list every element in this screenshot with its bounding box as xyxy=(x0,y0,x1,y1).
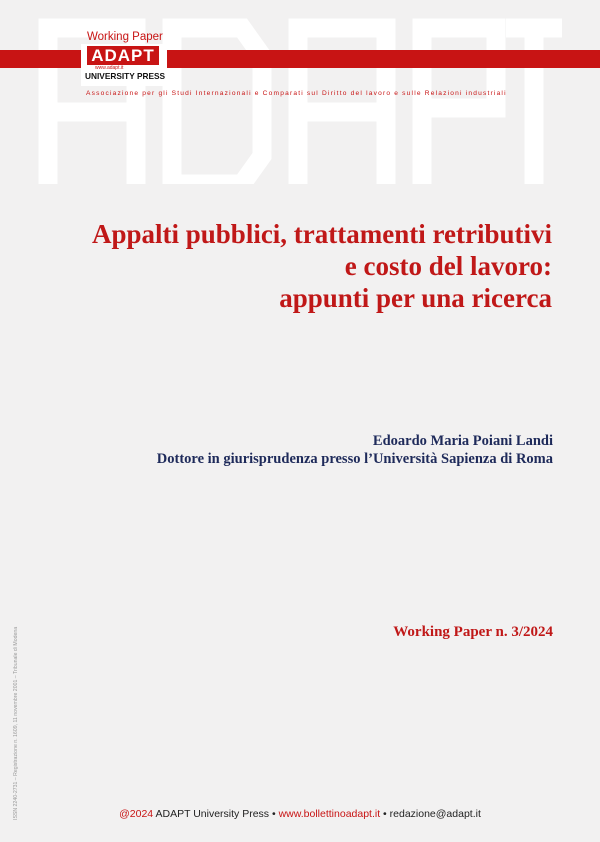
logo-url: www.adapt.it xyxy=(95,65,124,71)
title-line-1: Appalti pubblici, trattamenti retributivi xyxy=(91,219,552,249)
series-label: Working Paper xyxy=(87,31,163,43)
footer-separator: • xyxy=(380,808,390,820)
logo-press: UNIVERSITY PRESS xyxy=(85,71,166,81)
footer-publisher: ADAPT University Press • xyxy=(153,808,279,820)
author-block xyxy=(53,432,553,468)
footer-copyright: @2024 xyxy=(119,808,154,820)
logo-wordmark: ADAPT xyxy=(87,46,159,65)
footer-website-link[interactable]: www.bollettinoadapt.it xyxy=(278,808,381,820)
title-line-3: appunti per una ricerca xyxy=(279,283,552,313)
paper-title xyxy=(32,218,552,314)
footer xyxy=(0,808,600,820)
title-line-2: e costo del lavoro: xyxy=(344,251,552,281)
working-paper-number: Working Paper n. 3/2024 xyxy=(393,624,553,640)
author-name: Edoardo Maria Poiani Landi xyxy=(372,433,553,449)
issn-registration-note: ISSN 2240-2731 – Registrazione n. 1609, 11 novembre 2001 – Tribunale di Modena xyxy=(13,626,19,820)
association-tagline: Associazione per gli Studi Internazionali e Comparati sul Diritto del lavoro e sulle Relazioni industriali xyxy=(86,90,507,97)
footer-email-link[interactable]: redazione@adapt.it xyxy=(389,808,481,820)
author-affiliation: Dottore in giurisprudenza presso l’Università Sapienza di Roma xyxy=(156,451,553,467)
adapt-logo xyxy=(81,44,167,86)
